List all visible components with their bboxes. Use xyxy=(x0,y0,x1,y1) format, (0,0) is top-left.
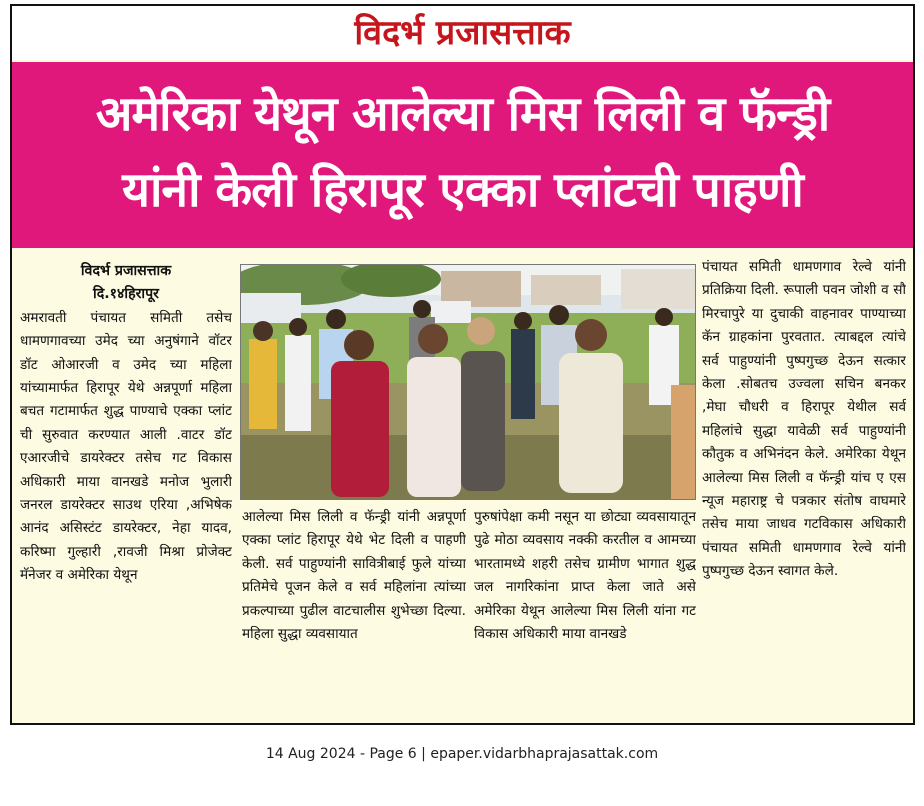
news-photo xyxy=(240,264,696,500)
page-footer: 14 Aug 2024 - Page 6 | epaper.vidarbhaprajasattak.com xyxy=(265,746,659,762)
masthead-title: विदर्भ प्रजासत्ताक xyxy=(354,13,571,53)
article-column-2 xyxy=(242,506,466,722)
article-text-col1: अमरावती पंचायत समिती तसेच धामणगावच्या उमेद च्या अनुषंगाने वॉटर डॉट ओआरजी व उमेद च्या महिला यांच्यामार्फत हिरापूर येथे अन्नपूर्णा महिला बचत गटामार्फत शुद्ध पाण्याचे एक्का प्लांट ची सुरुवात करण्यात आली .वाटर डॉट एआरजीचे डायरेक्टर तसेच गट विकास अधिकारी माया वानखडे मनोज भुलारी जनरल डायरेक्टर साउथ एरिया ,अभिषेक आनंद असिस्टंट डायरेक्टर, नेहा यादव, करिष्मा गुल्हारी ,रावजी मिश्रा प्रोजेक्ट मॅनेजर व अमेरिका येथून xyxy=(20,309,232,584)
headline-banner xyxy=(12,62,913,248)
article-column-1 xyxy=(20,260,232,722)
masthead xyxy=(12,6,913,60)
byline-paper: विदर्भ प्रजासत्ताक xyxy=(80,263,172,279)
article-text-col3: पुरुषांपेक्षा कमी नसून या छोट्या व्यवसायातून पुढे मोठा व्यवसाय नक्की करतील व आमच्या भारतामध्ये शहरी तसेच ग्रामीण भागात शुद्ध जल नागरिकांना प्राप्त केला जाते असे अमेरिका येथून आलेल्या मिस लिली यांना गट विकास अधिकारी माया वानखडे xyxy=(474,509,696,643)
article-text-col2: आलेल्या मिस लिली व फॅन्ड्री यांनी अन्नपूर्णा एक्का प्लांट हिरापूर येथे भेट दिली व पाहणी केली. सर्व पाहुण्यांनी सावित्रीबाई फुले यांच्या प्रतिमेचे पूजन केले व सर्व महिलांना त्यांच्या प्रकल्पाच्या पुढील वाटचालीस शुभेच्छा दिल्या. महिला सुद्धा व्यवसायात xyxy=(242,509,466,643)
article-column-4 xyxy=(702,256,906,722)
headline-line-1: अमेरिका येथून आलेल्या मिस लिली व फॅन्ड्री xyxy=(95,86,830,142)
byline-dateline: दि.१४हिरापूर xyxy=(93,286,159,303)
headline-line-2: यांनी केली हिरापूर एक्का प्लांटची पाहणी xyxy=(122,162,803,218)
photo-illustration xyxy=(241,265,696,500)
article-column-3 xyxy=(474,506,696,722)
news-clipping xyxy=(10,4,915,725)
article-text-col4: पंचायत समिती धामणगाव रेल्वे यांनी प्रतिक्रिया दिली. रूपाली पवन जोशी व सौ मिरचापुरे या दुचाकी वाहनावर पाण्याच्या कॅन ग्राहकांना पुरवतात. त्याबद्दल त्यांचे सर्व पाहुण्यांनी पुष्पगुच्छ देऊन सत्कार केला .सोबतच उज्वला सचिन बनकर ,मेघा चौधरी व हिरापूर येथील सर्व महिलांचे सुद्धा यावेळी सर्व पाहुण्यांनी कौतुक व अभिनंदन केले. अमेरिका येथून आलेल्या मिस लिली व फॅन्ड्री यांच ए एस न्यूज महाराष्ट्र चे पत्रकार संतोष वाघमारे तसेच माया जाधव गटविकास अधिकारी पंचायत समिती धामणगाव रेल्वे यांनी पुष्पगुच्छ देऊन स्वागत केले. xyxy=(702,259,906,580)
